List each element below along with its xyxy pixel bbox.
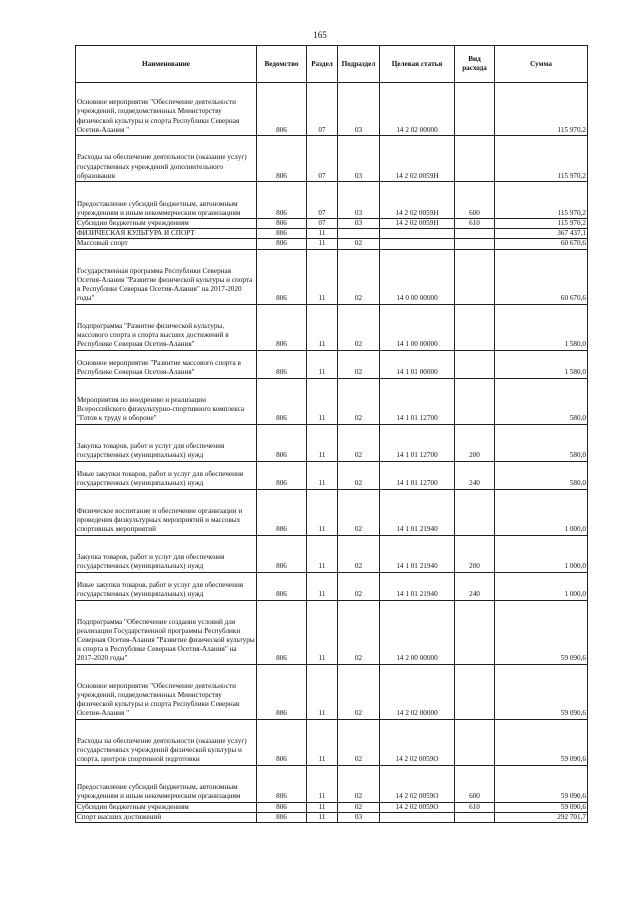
row-vid-raskhoda: 600 xyxy=(455,765,495,802)
row-summa: 292 701,7 xyxy=(495,812,588,822)
row-summa: 115 970,2 xyxy=(495,83,588,136)
row-podrazdel: 02 xyxy=(338,572,380,600)
row-name: Массовый спорт xyxy=(76,239,257,249)
row-podrazdel: 02 xyxy=(338,600,380,664)
table-row xyxy=(76,378,588,424)
row-celevaya-statya: 14 2 02 0059Н xyxy=(380,136,455,182)
row-vedomstvo: 806 xyxy=(257,182,307,219)
row-celevaya-statya xyxy=(380,812,455,822)
row-vid-raskhoda xyxy=(455,239,495,249)
header-celevaya-statya: Целевая статья xyxy=(380,46,455,83)
row-celevaya-statya: 14 1 01 12700 xyxy=(380,461,455,489)
row-podrazdel: 02 xyxy=(338,664,380,719)
row-vid-raskhoda: 200 xyxy=(455,424,495,461)
table-row xyxy=(76,249,588,304)
row-name: ФИЗИЧЕСКАЯ КУЛЬТУРА И СПОРТ xyxy=(76,229,257,239)
row-podrazdel: 02 xyxy=(338,719,380,765)
row-vedomstvo: 806 xyxy=(257,229,307,239)
row-summa: 1 000,0 xyxy=(495,572,588,600)
row-razdel: 11 xyxy=(307,765,338,802)
row-razdel: 07 xyxy=(307,83,338,136)
row-celevaya-statya: 14 2 02 0059Н xyxy=(380,182,455,219)
row-vid-raskhoda: 200 xyxy=(455,535,495,572)
row-podrazdel: 02 xyxy=(338,461,380,489)
row-celevaya-statya: 14 2 00 00000 xyxy=(380,600,455,664)
row-podrazdel: 02 xyxy=(338,239,380,249)
header-row xyxy=(76,46,588,83)
table-header xyxy=(76,46,588,83)
row-podrazdel: 02 xyxy=(338,249,380,304)
row-vedomstvo: 806 xyxy=(257,378,307,424)
row-vedomstvo: 806 xyxy=(257,219,307,229)
row-vid-raskhoda xyxy=(455,229,495,239)
header-razdel: Раздел xyxy=(307,46,338,83)
table-row xyxy=(76,600,588,664)
row-vedomstvo: 806 xyxy=(257,304,307,350)
row-razdel: 11 xyxy=(307,424,338,461)
row-name: Подпрограмма "Развитие физической культуры, массового спорта и спорта высших достижений в Республике Северная Осетия-Алания" xyxy=(76,304,257,350)
row-celevaya-statya: 14 1 00 00000 xyxy=(380,304,455,350)
row-razdel: 07 xyxy=(307,136,338,182)
row-vid-raskhoda xyxy=(455,812,495,822)
row-razdel: 11 xyxy=(307,378,338,424)
row-podrazdel: 03 xyxy=(338,136,380,182)
row-vedomstvo: 806 xyxy=(257,239,307,249)
row-podrazdel: 03 xyxy=(338,182,380,219)
row-razdel: 11 xyxy=(307,489,338,535)
row-celevaya-statya: 14 2 02 0059О xyxy=(380,719,455,765)
row-summa: 580,0 xyxy=(495,461,588,489)
row-summa: 59 090,6 xyxy=(495,664,588,719)
table-body xyxy=(76,83,588,823)
row-vid-raskhoda xyxy=(455,378,495,424)
row-name: Подпрограмма "Обеспечение создания условий для реализации Государственной программы Республики Северная Осетия-Алания "Развитие физической культуры и спорта в Республике Северная Осетия-Алания" на 2017-2020 годы" xyxy=(76,600,257,664)
row-summa: 59 090,6 xyxy=(495,719,588,765)
row-razdel: 11 xyxy=(307,802,338,812)
row-summa: 1 580,0 xyxy=(495,304,588,350)
header-summa: Сумма xyxy=(495,46,588,83)
table-row xyxy=(76,489,588,535)
row-podrazdel: 02 xyxy=(338,378,380,424)
row-celevaya-statya: 14 1 01 21940 xyxy=(380,572,455,600)
row-razdel: 11 xyxy=(307,239,338,249)
table-row xyxy=(76,535,588,572)
row-vid-raskhoda xyxy=(455,350,495,378)
row-vedomstvo: 806 xyxy=(257,600,307,664)
row-vid-raskhoda: 240 xyxy=(455,572,495,600)
row-name: Основное мероприятие "Обеспечение деятельности учреждений, подведомственных Министерству физической культуры и спорта Республики Северная Осетия-Алания " xyxy=(76,83,257,136)
row-vedomstvo: 806 xyxy=(257,664,307,719)
row-name: Предоставление субсидий бюджетным, автономным учреждениям и иным некоммерческим организациям xyxy=(76,182,257,219)
row-name: Физическое воспитание и обеспечение организации и проведения физкультурных мероприятий и массовых спортивных мероприятий xyxy=(76,489,257,535)
table-row xyxy=(76,812,588,822)
page-number: 165 xyxy=(313,30,327,40)
row-vedomstvo: 806 xyxy=(257,572,307,600)
row-summa: 1 580,0 xyxy=(495,350,588,378)
row-summa: 115 970,2 xyxy=(495,219,588,229)
row-celevaya-statya: 14 2 02 0059О xyxy=(380,802,455,812)
row-podrazdel: 03 xyxy=(338,83,380,136)
row-vid-raskhoda: 240 xyxy=(455,461,495,489)
budget-table xyxy=(75,45,588,823)
row-vedomstvo: 806 xyxy=(257,719,307,765)
table-row xyxy=(76,765,588,802)
header-name: Наименование xyxy=(76,46,257,83)
row-vedomstvo: 806 xyxy=(257,489,307,535)
row-podrazdel: 03 xyxy=(338,812,380,822)
row-razdel: 11 xyxy=(307,249,338,304)
row-vid-raskhoda: 600 xyxy=(455,182,495,219)
table-row xyxy=(76,802,588,812)
row-vedomstvo: 806 xyxy=(257,812,307,822)
row-name: Субсидии бюджетным учреждениям xyxy=(76,802,257,812)
header-vid-raskhoda: Вид расхода xyxy=(455,46,495,83)
row-name: Основное мероприятие "Развитие массового спорта в Республике Северная Осетия-Алания" xyxy=(76,350,257,378)
row-name: Предоставление субсидий бюджетным, автономным учреждениям и иным некоммерческим организациям xyxy=(76,765,257,802)
row-razdel: 07 xyxy=(307,219,338,229)
row-celevaya-statya: 14 0 00 00000 xyxy=(380,249,455,304)
row-name: Закупка товаров, работ и услуг для обеспечения государственных (муниципальных) нужд xyxy=(76,424,257,461)
row-podrazdel: 02 xyxy=(338,350,380,378)
row-razdel: 11 xyxy=(307,461,338,489)
row-razdel: 07 xyxy=(307,182,338,219)
table-row xyxy=(76,719,588,765)
row-name: Основное мероприятие "Обеспечение деятельности учреждений, подведомственных Министерству физической культуры и спорта Республики Северная Осетия-Алания " xyxy=(76,664,257,719)
row-name: Расходы на обеспечение деятельности (оказание услуг) государственных учреждений физической культуры и спорта, центров спортивной подготовки xyxy=(76,719,257,765)
row-vedomstvo: 806 xyxy=(257,765,307,802)
row-celevaya-statya: 14 1 01 12700 xyxy=(380,424,455,461)
row-celevaya-statya xyxy=(380,239,455,249)
row-summa: 580,0 xyxy=(495,424,588,461)
row-vedomstvo: 806 xyxy=(257,424,307,461)
row-celevaya-statya xyxy=(380,229,455,239)
row-podrazdel xyxy=(338,229,380,239)
row-celevaya-statya: 14 2 02 0059О xyxy=(380,765,455,802)
row-name: Государственная программа Республики Северная Осетия-Алания "Развитие физической культуры и спорта в Республике Северная Осетия-Алания" на 2017-2020 годы" xyxy=(76,249,257,304)
row-razdel: 11 xyxy=(307,572,338,600)
table-row xyxy=(76,182,588,219)
row-summa: 60 670,6 xyxy=(495,239,588,249)
row-razdel: 11 xyxy=(307,600,338,664)
header-vedomstvo: Ведомство xyxy=(257,46,307,83)
row-name: Иные закупки товаров, работ и услуг для обеспечения государственных (муниципальных) нужд xyxy=(76,461,257,489)
row-vid-raskhoda: 610 xyxy=(455,219,495,229)
row-vedomstvo: 806 xyxy=(257,136,307,182)
row-summa: 367 437,1 xyxy=(495,229,588,239)
row-podrazdel: 02 xyxy=(338,765,380,802)
row-celevaya-statya: 14 1 01 12700 xyxy=(380,378,455,424)
row-name: Расходы на обеспечение деятельности (оказание услуг) государственных учреждений дополнительного образования xyxy=(76,136,257,182)
row-razdel: 11 xyxy=(307,664,338,719)
row-summa: 580,0 xyxy=(495,378,588,424)
row-name: Субсидии бюджетным учреждениям xyxy=(76,219,257,229)
row-podrazdel: 03 xyxy=(338,219,380,229)
row-vedomstvo: 806 xyxy=(257,461,307,489)
row-summa: 59 090,6 xyxy=(495,802,588,812)
row-razdel: 11 xyxy=(307,719,338,765)
row-podrazdel: 02 xyxy=(338,802,380,812)
row-vid-raskhoda xyxy=(455,489,495,535)
row-vid-raskhoda: 610 xyxy=(455,802,495,812)
row-name: Иные закупки товаров, работ и услуг для обеспечения государственных (муниципальных) нужд xyxy=(76,572,257,600)
row-vedomstvo: 806 xyxy=(257,802,307,812)
row-name: Спорт высших достижений xyxy=(76,812,257,822)
row-celevaya-statya: 14 1 01 21940 xyxy=(380,489,455,535)
row-celevaya-statya: 14 1 01 21940 xyxy=(380,535,455,572)
row-vid-raskhoda xyxy=(455,719,495,765)
row-razdel: 11 xyxy=(307,350,338,378)
table-row xyxy=(76,350,588,378)
row-name: Мероприятия по внедрению и реализации Всероссийского физкультурно-спортивного комплекса "Готов к труду и обороне" xyxy=(76,378,257,424)
table-row xyxy=(76,219,588,229)
row-razdel: 11 xyxy=(307,812,338,822)
row-summa: 115 970,2 xyxy=(495,136,588,182)
row-razdel: 11 xyxy=(307,229,338,239)
row-podrazdel: 02 xyxy=(338,489,380,535)
row-vid-raskhoda xyxy=(455,664,495,719)
row-summa: 1 000,0 xyxy=(495,535,588,572)
table-row xyxy=(76,83,588,136)
row-summa: 1 000,0 xyxy=(495,489,588,535)
row-podrazdel: 02 xyxy=(338,304,380,350)
row-name: Закупка товаров, работ и услуг для обеспечения государственных (муниципальных) нужд xyxy=(76,535,257,572)
table-row xyxy=(76,424,588,461)
row-vid-raskhoda xyxy=(455,304,495,350)
row-celevaya-statya: 14 2 02 0059Н xyxy=(380,219,455,229)
row-podrazdel: 02 xyxy=(338,424,380,461)
row-vid-raskhoda xyxy=(455,83,495,136)
row-razdel: 11 xyxy=(307,535,338,572)
table-row xyxy=(76,664,588,719)
row-summa: 115 970,2 xyxy=(495,182,588,219)
row-vid-raskhoda xyxy=(455,136,495,182)
row-celevaya-statya: 14 2 02 00000 xyxy=(380,83,455,136)
header-podrazdel: Подраздел xyxy=(338,46,380,83)
row-razdel: 11 xyxy=(307,304,338,350)
row-summa: 59 090,6 xyxy=(495,765,588,802)
row-vedomstvo: 806 xyxy=(257,350,307,378)
row-celevaya-statya: 14 2 02 00000 xyxy=(380,664,455,719)
table-row xyxy=(76,572,588,600)
row-vedomstvo: 806 xyxy=(257,535,307,572)
table-row xyxy=(76,304,588,350)
row-summa: 59 090,6 xyxy=(495,600,588,664)
row-vid-raskhoda xyxy=(455,249,495,304)
row-podrazdel: 02 xyxy=(338,535,380,572)
table-row xyxy=(76,461,588,489)
table-row xyxy=(76,239,588,249)
row-summa: 60 670,6 xyxy=(495,249,588,304)
table-row xyxy=(76,136,588,182)
row-vedomstvo: 806 xyxy=(257,83,307,136)
table-row xyxy=(76,229,588,239)
row-vedomstvo: 806 xyxy=(257,249,307,304)
row-vid-raskhoda xyxy=(455,600,495,664)
row-celevaya-statya: 14 1 01 00000 xyxy=(380,350,455,378)
